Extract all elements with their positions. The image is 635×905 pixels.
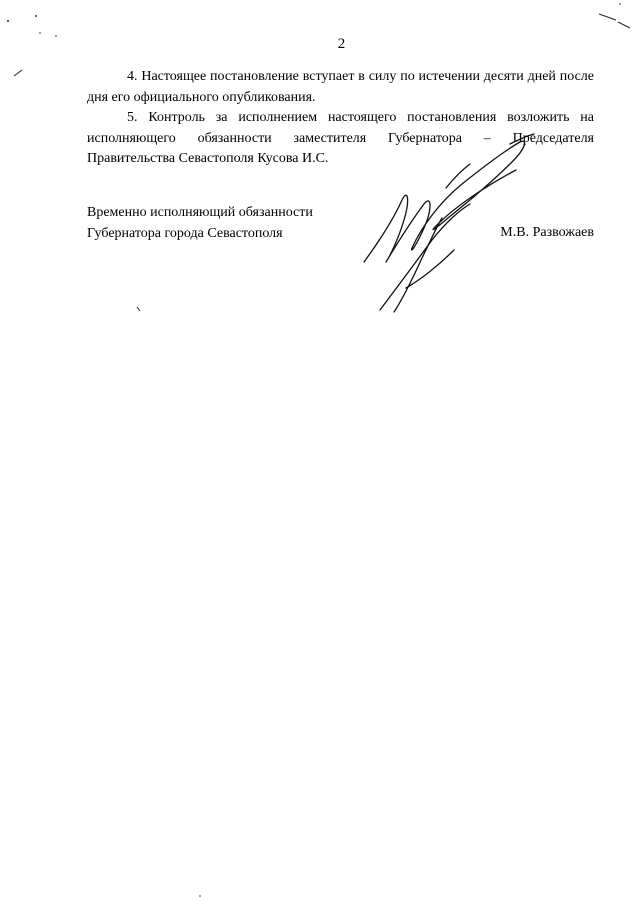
scan-mark bbox=[618, 22, 630, 28]
signature-stroke bbox=[380, 204, 470, 310]
scan-speck bbox=[199, 895, 201, 897]
page-number: 2 bbox=[337, 36, 346, 52]
scan-speck bbox=[7, 20, 9, 22]
signatory-position-line-1: Временно исполняющий обязанности bbox=[87, 205, 313, 220]
signature-stroke bbox=[394, 218, 442, 312]
signature-stroke bbox=[446, 164, 470, 188]
paragraph-5: 5. Контроль за исполнением настоящего постановления возложить на исполняющего обязанности заместителя Губернатора – Председателя Правительства Севастополя Кусова И.С. bbox=[87, 110, 594, 166]
scan-speck bbox=[35, 15, 37, 17]
scan-speck bbox=[619, 3, 621, 5]
scan-mark bbox=[599, 14, 616, 20]
scan-mark bbox=[137, 307, 140, 311]
signatory-position bbox=[87, 203, 313, 244]
scan-mark bbox=[14, 70, 22, 76]
paragraph-4: 4. Настоящее постановление вступает в силу по истечении десяти дней после дня его официального опубликования. bbox=[87, 69, 594, 105]
signatory-name: М.В. Развожаев bbox=[500, 225, 594, 240]
signature-stroke bbox=[510, 134, 534, 144]
signature-stroke bbox=[406, 250, 454, 288]
signature-stroke bbox=[364, 141, 525, 262]
scan-speck bbox=[39, 32, 41, 34]
signatory-position-line-2: Губернатора города Севастополя bbox=[87, 225, 283, 241]
